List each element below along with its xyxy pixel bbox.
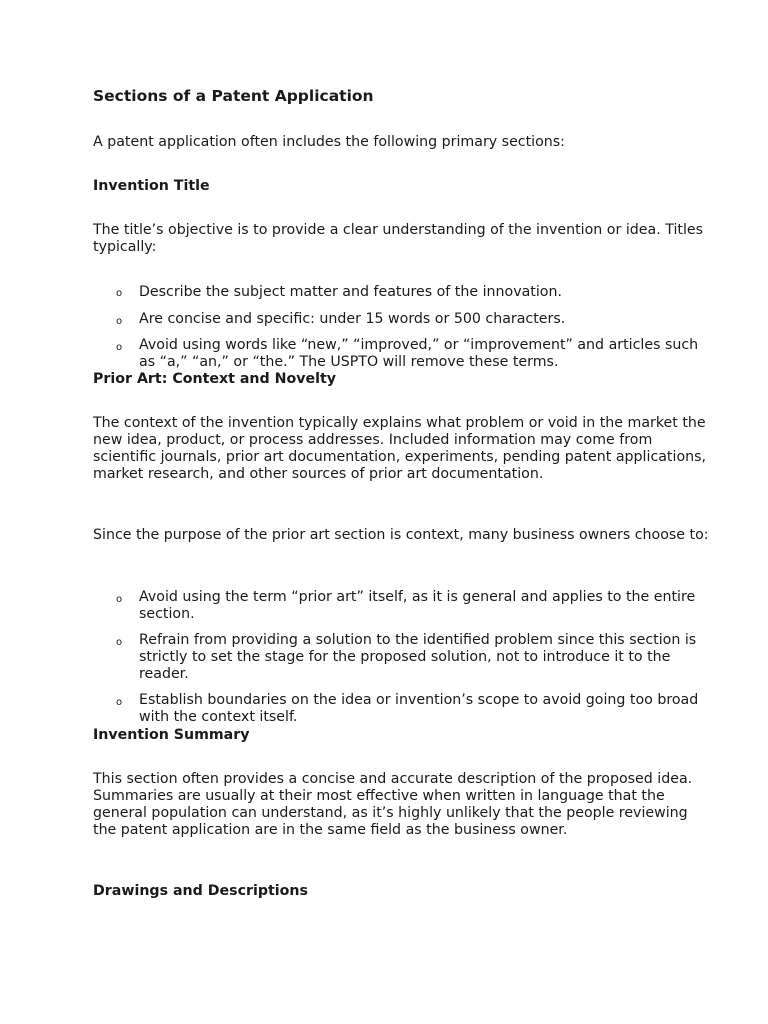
list-item: Describe the subject matter and features of the innovation. (139, 284, 562, 300)
bullet-marker: o (116, 316, 123, 327)
section-heading-invention-title: Invention Title (93, 178, 210, 194)
bullet-marker: o (116, 288, 123, 299)
bullet-marker: o (116, 697, 123, 708)
page-title: Sections of a Patent Application (93, 87, 374, 105)
section-paragraph: Since the purpose of the prior art section is context, many business owners choose to: (93, 527, 709, 543)
list-item: Avoid using the term “prior art” itself, as it is general and applies to the entire section. (139, 589, 696, 622)
list-item: Refrain from providing a solution to the identified problem since this section is strictly to set the stage for the proposed solution, not to introduce it to the reader. (139, 632, 697, 682)
section-paragraph: This section often provides a concise and accurate description of the proposed idea. Summaries are usually at their most effective when written in language that the general population can understand, as it’s highly unlikely that the people reviewing the patent application are in the same field as the business owner. (93, 771, 693, 838)
intro-paragraph: A patent application often includes the following primary sections: (93, 134, 565, 150)
section-heading-drawings: Drawings and Descriptions (93, 883, 308, 899)
list-item: Are concise and specific: under 15 words or 500 characters. (139, 311, 566, 327)
list-item: Avoid using words like “new,” “improved,” or “improvement” and articles such as “a,” “an,” or “the.” The USPTO will remove these terms. (139, 337, 699, 370)
section-heading-prior-art: Prior Art: Context and Novelty (93, 371, 337, 387)
list-item: Establish boundaries on the idea or invention’s scope to avoid going too broad with the context itself. (139, 692, 699, 725)
section-paragraph: The title’s objective is to provide a clear understanding of the invention or idea. Titles typically: (93, 222, 704, 255)
bullet-marker: o (116, 342, 123, 353)
bullet-marker: o (116, 594, 123, 605)
bullet-marker: o (116, 637, 123, 648)
section-heading-invention-summary: Invention Summary (93, 727, 250, 743)
section-paragraph: The context of the invention typically explains what problem or void in the market the new idea, product, or process addresses. Included information may come from scientific journals, prior art documentation, experiments, pending patent applications, market research, and other sources of prior art documentation. (93, 415, 707, 482)
